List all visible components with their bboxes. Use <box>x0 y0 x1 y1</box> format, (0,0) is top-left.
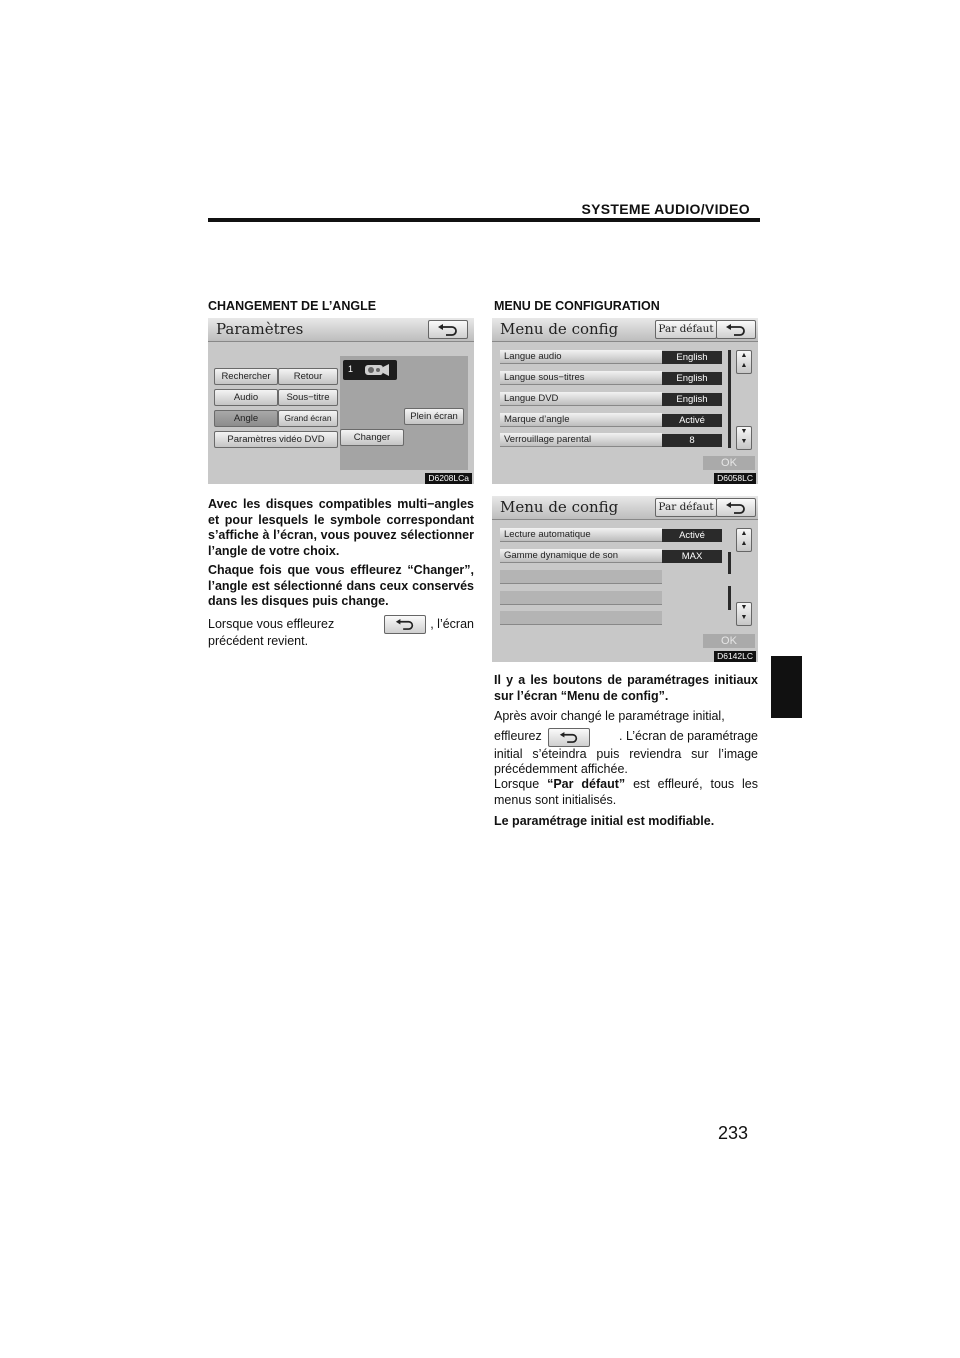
row-value: English <box>662 393 722 406</box>
back-arrow-icon <box>437 324 459 336</box>
angle-indicator <box>343 360 397 380</box>
retour-button[interactable]: Retour <box>278 368 338 385</box>
right-paragraph-2 <box>494 709 758 778</box>
scroll-up-button[interactable]: ▲ ▲ <box>736 528 752 552</box>
right-p2-rest: initial s’éteindra puis reviendra sur l’image précédemment affichée. <box>494 746 758 776</box>
scroll-down-button[interactable]: ▼ ▼ <box>736 602 752 626</box>
ok-button[interactable]: OK <box>703 634 755 648</box>
back-arrow-icon <box>725 324 747 336</box>
scrollbar-track[interactable] <box>728 552 731 574</box>
left-p3-after: , l’écran <box>430 617 474 631</box>
row-label[interactable]: Langue sous−titres <box>500 371 662 385</box>
figure-code: D6058LC <box>714 473 756 484</box>
inline-back-button <box>384 615 426 634</box>
right-p3-before: Lorsque <box>494 777 540 791</box>
scroll-up-button[interactable]: ▲ ▲ <box>736 350 752 374</box>
par-defaut-button[interactable]: Par défaut <box>655 498 717 517</box>
left-p3-line2: précédent revient. <box>208 634 309 648</box>
screen-titlebar <box>492 496 758 520</box>
right-paragraph-4: Le paramétrage initial est modifiable. <box>494 814 715 828</box>
screen-title: Menu de config <box>500 320 619 338</box>
row-value: MAX <box>662 550 722 563</box>
audio-button[interactable]: Audio <box>214 389 278 406</box>
rechercher-button[interactable]: Rechercher <box>214 368 278 385</box>
left-section-title: CHANGEMENT DE L’ANGLE <box>208 299 377 313</box>
changer-button[interactable]: Changer <box>340 429 404 446</box>
screen-titlebar <box>492 318 758 342</box>
empty-row <box>500 611 662 625</box>
row-label[interactable]: Verrouillage parental <box>500 433 662 447</box>
plein-ecran-button[interactable]: Plein écran <box>404 408 464 425</box>
page-number: 233 <box>718 1123 749 1143</box>
left-paragraph-2: Chaque fois que vous effleurez “Changer”, l’angle est sélectionné dans ceux conservés dans les disques puis change. <box>208 563 474 608</box>
row-label[interactable]: Gamme dynamique de son <box>500 549 662 563</box>
sous-titre-button[interactable]: Sous−titre <box>278 389 338 406</box>
left-p3-before: Lorsque vous effleurez <box>208 617 335 631</box>
section-tab <box>771 656 802 718</box>
video-preview-area <box>340 356 468 470</box>
row-label[interactable]: Marque d’angle <box>500 413 662 427</box>
inline-back-button <box>548 728 590 747</box>
right-p3-bold: “Par défaut” <box>547 777 626 791</box>
camera-angle-icon <box>361 363 391 377</box>
angle-button[interactable]: Angle <box>214 410 278 427</box>
header-rule <box>208 218 760 222</box>
back-arrow-icon <box>725 502 747 514</box>
row-value: Activé <box>662 529 722 542</box>
back-button[interactable] <box>716 498 756 517</box>
back-button[interactable] <box>428 320 468 339</box>
right-p3-after: est effleuré, tous les menus sont initialisés. <box>494 777 758 807</box>
section-header: SYSTEME AUDIO/VIDEO <box>581 201 750 217</box>
scrollbar-track[interactable] <box>728 350 731 448</box>
empty-row <box>500 591 662 605</box>
back-arrow-icon <box>558 732 580 743</box>
row-label[interactable]: Langue DVD <box>500 392 662 406</box>
figure-code: D6208LCa <box>425 473 472 484</box>
right-p2-after: . L’écran de paramétrage <box>619 729 758 744</box>
parametres-screen <box>208 318 474 484</box>
parametres-video-dvd-button[interactable]: Paramètres vidéo DVD <box>214 431 338 448</box>
left-paragraph-3 <box>208 614 474 648</box>
menu-config-screen-1 <box>492 318 758 484</box>
back-arrow-icon <box>394 619 416 630</box>
scrollbar-track[interactable] <box>728 586 731 610</box>
row-value: English <box>662 351 722 364</box>
right-p2-before: effleurez <box>494 729 542 744</box>
right-p2-line1: Après avoir changé le paramétrage initial, <box>494 709 725 723</box>
scroll-down-button[interactable]: ▼ ▼ <box>736 426 752 450</box>
row-value: Activé <box>662 414 722 427</box>
screen-title: Paramètres <box>216 320 304 338</box>
menu-config-screen-2 <box>492 496 758 662</box>
angle-number: 1 <box>348 364 354 374</box>
right-section-title: MENU DE CONFIGURATION <box>494 299 660 313</box>
back-button[interactable] <box>716 320 756 339</box>
par-defaut-button[interactable]: Par défaut <box>655 320 717 339</box>
right-paragraph-3 <box>494 777 758 808</box>
ok-button[interactable]: OK <box>703 456 755 470</box>
row-value: 8 <box>662 434 722 447</box>
screen-titlebar <box>208 318 474 342</box>
figure-code: D6142LC <box>714 651 756 662</box>
row-value: English <box>662 372 722 385</box>
row-label[interactable]: Lecture automatique <box>500 528 662 542</box>
row-label[interactable]: Langue audio <box>500 350 662 364</box>
grand-ecran-button[interactable]: Grand écran <box>278 410 338 427</box>
empty-row <box>500 570 662 584</box>
right-paragraph-1: Il y a les boutons de paramétrages initiaux sur l’écran “Menu de config”. <box>494 673 758 703</box>
screen-title: Menu de config <box>500 498 619 516</box>
left-paragraph-1: Avec les disques compatibles multi−angles et pour lesquels le symbole correspondant s’affiche à l’écran, vous pouvez sélectionner l’angle de votre choix. <box>208 497 474 558</box>
